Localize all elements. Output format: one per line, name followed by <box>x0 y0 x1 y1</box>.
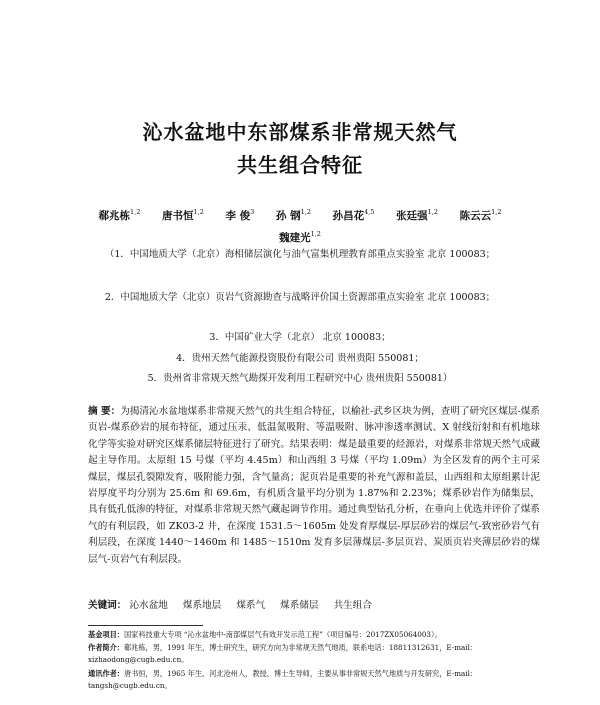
author: 郗兆栋$^{1,2}$ <box>98 208 141 222</box>
author: 张廷强$^{1,2}$ <box>396 208 438 222</box>
paper-title-line-2: 共生组合特征 <box>237 153 363 177</box>
keyword: 煤系气 <box>236 600 266 611</box>
author: 孙 钢$^{1,2}$ <box>275 208 311 222</box>
author: 孙昌花$^{4,5}$ <box>332 208 375 222</box>
affiliation-4: 4．贵州天然气能源投资股份有限公司 贵州贵阳 550081； <box>176 353 424 364</box>
abstract-label: 摘 要： <box>88 406 121 417</box>
author-list <box>60 203 540 247</box>
keywords <box>88 598 540 613</box>
paper-title-line-1: 沁水盆地中东部煤系非常规天然气 <box>142 120 458 144</box>
author: 魏建光$^{1,2}$ <box>279 230 321 244</box>
footnote-divider <box>88 625 203 626</box>
author: 李 俊$^3$ <box>225 208 255 222</box>
abstract <box>88 404 540 568</box>
keywords-label: 关键词： <box>88 600 127 611</box>
keyword: 煤系地层 <box>182 600 222 611</box>
affiliation-5: 5．贵州省非常规天然气勘探开发利用工程研究中心 贵州贵阳 550081） <box>147 373 453 384</box>
author: 陈云云$^{1,2}$ <box>459 208 502 222</box>
footnote-funding: 基金项目：国家科技重大专项 “沁水盆地中-南部煤层气有效开发示范工程”（项目编号：2017ZX05064003）。 <box>88 630 442 639</box>
footnote-author-bio: 作者简介：郗兆栋，男，1991 年生，博士研究生，研究方向为非常规天然气地质，联系电话：18811312631，E-mail：xizhaodong@cugb.edu.cn。 <box>88 643 478 664</box>
affiliation-3: 3．中国矿业大学（北京） 北京 100083； <box>209 332 391 343</box>
keyword: 沁水盆地 <box>129 600 168 611</box>
footnote-corresponding-author: 通讯作者：唐书恒，男，1965 年生，河北沧州人，教授，博士生导师，主要从事非常规天然气地质与开发研究，E-mail：tangsh@cugb.edu.cn。 <box>88 669 478 690</box>
author: 唐书恒$^{1,2}$ <box>162 208 204 222</box>
affiliation-2: 2．中国地质大学（北京）页岩气资源勘查与战略评价国土资源部重点实验室 北京 100083； <box>104 292 496 303</box>
abstract-text: 为揭清沁水盆地煤系非常规天然气的共生组合特征，以榆社-武乡区块为例，查明了研究区煤层-煤系页岩-煤系砂岩的展布特征，通过压汞、低温氮吸附、等温吸附、脉冲渗透率测试、X 射线衍射和有机地球化学等实验对研究区煤系储层特征进行了研究。结果表明：煤是最重要的烃源岩，对煤系非常规天然气成藏起主导作用。太原组 15 号煤（平均 4.45m）和山西组 3 号煤（平均 1.09m）为全区发育的两个主可采煤层，煤层孔裂隙发育，吸附能力强，含气量高；泥页岩是重要的补充气源和盖层，山西组和太原组累计泥岩厚度平均分别为 25.6m 和 69.6m，有机质含量平均分别为 1.87%和 2.23%；煤系砂岩作为储集层，具有低孔低渗的特征，对煤系非常规天然气藏起调节作用。通过典型钻孔分析，在垂向上优选并评价了煤系气的有利层段，如 ZK03-2 井，在深度 1531.5～1605m 处发育厚煤层-厚层砂岩的煤层气-致密砂岩气有利层段，在深度 1440～1460m 和 1485～1510m 发育多层薄煤层-多层页岩、炭质页岩夹薄层砂岩的煤层气-页岩气有利层段。 <box>88 406 541 565</box>
keyword: 共生组合 <box>333 600 372 611</box>
keyword: 煤系储层 <box>280 600 319 611</box>
affiliation-1: （1．中国地质大学（北京）海相储层演化与油气富集机理教育部重点实验室 北京 100083； <box>104 249 496 260</box>
